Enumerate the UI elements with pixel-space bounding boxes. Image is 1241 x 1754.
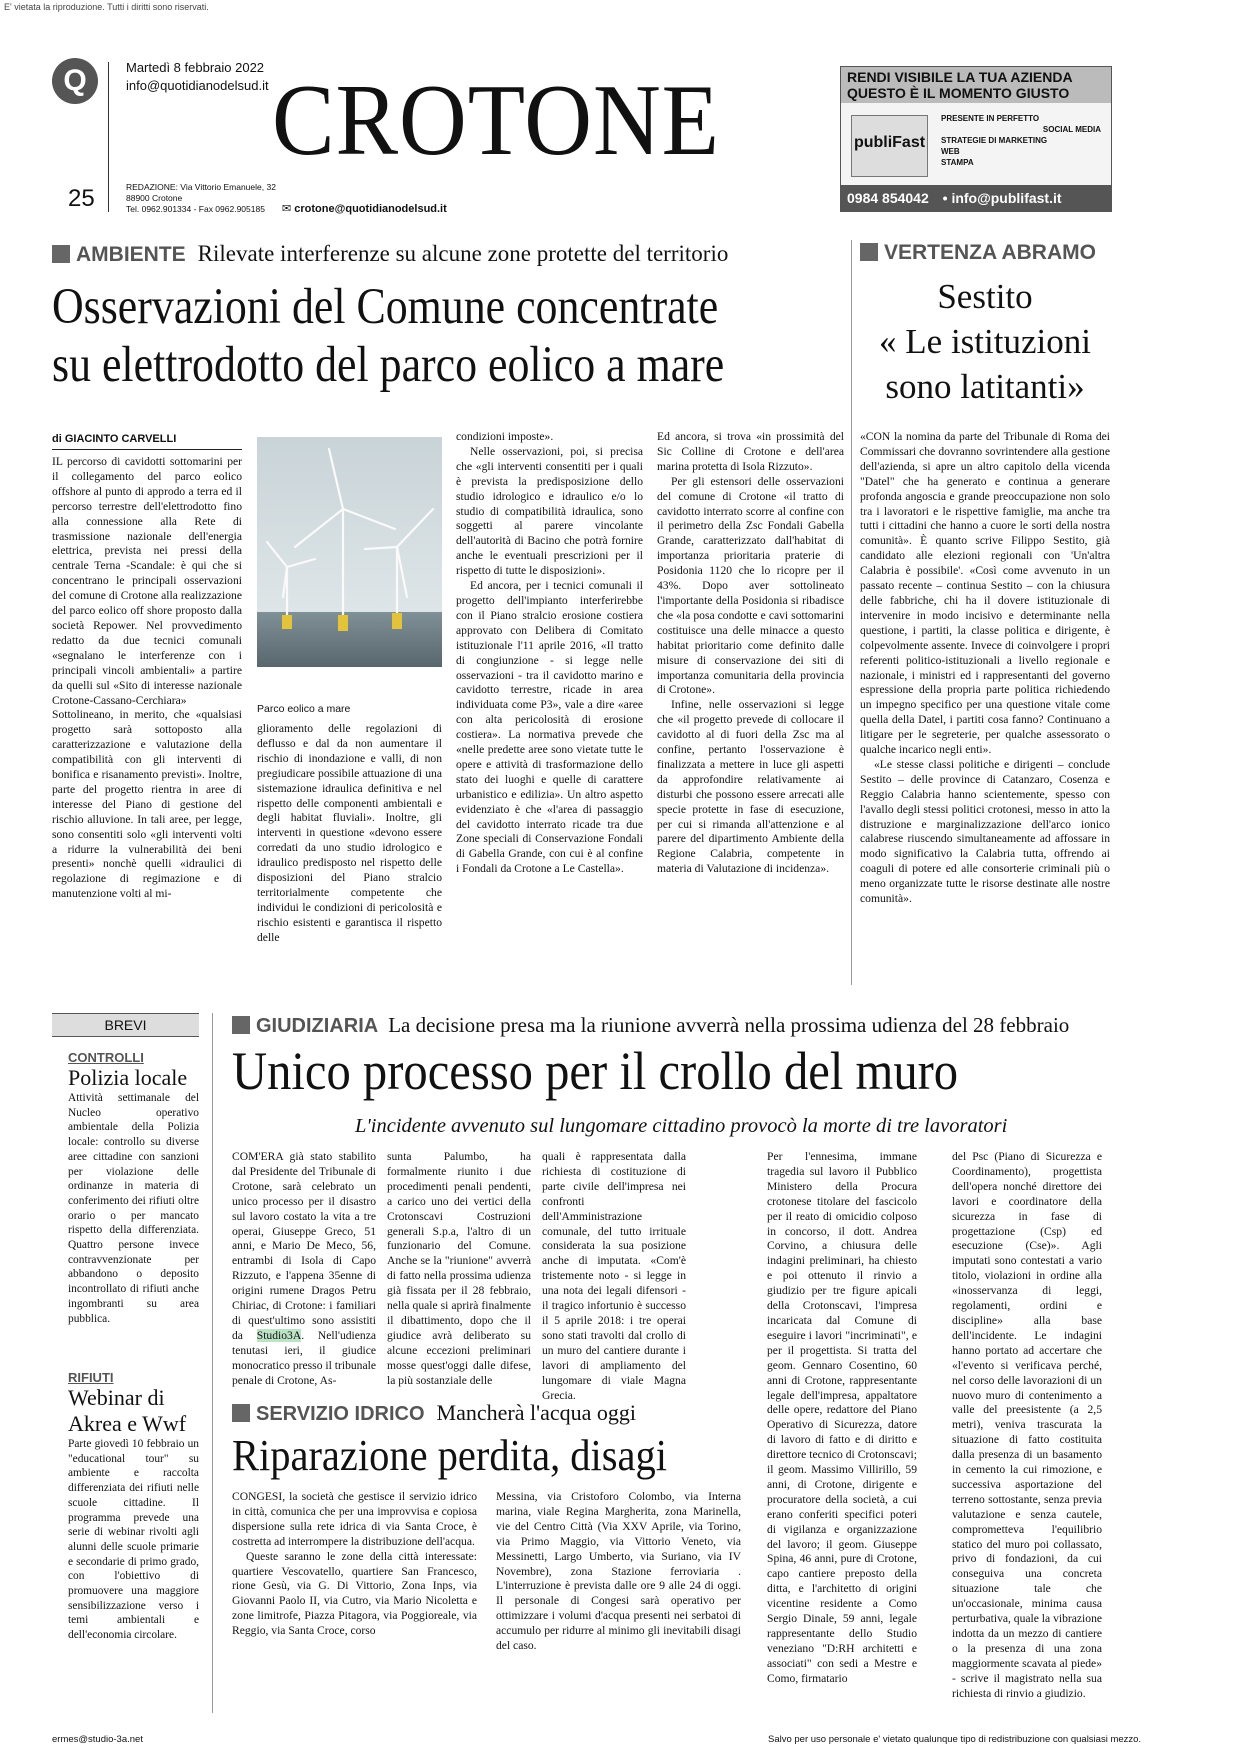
ad-logo (851, 115, 928, 177)
article1-kicker: AMBIENTE (76, 243, 186, 266)
paragraph: «Le stesse classi politiche e dirigenti – conclude Sestito – delle province di Catanzaro, Cosenza e Reggio Calabria hanno scientemente, spesso con l'avallo degli stessi politici crotonesi, messo in atto la distruzione e marginalizzazione dell'arco ionico calabrese riuscendo simultaneamente ad affossare in modo significativo la Calabria tutta, offrendo ai coaguli di potere ed alle consorterie criminali più o meno organizzate tutte le risorse destinate alle nostre comunità». (860, 757, 1110, 906)
ad-brand: publiFast (853, 134, 926, 151)
advertisement[interactable] (840, 66, 1112, 212)
article3-title: Unico processo per il crollo del muro (232, 1041, 959, 1101)
mail-icon: ✉ (282, 203, 295, 215)
paragraph: glioramento delle regolazioni di deflusso e dal da non aumentare il rischio di inondazione e valli, di non pregiudicare possibile attuazione di una sistemazione idraulica definitiva e nel rispetto delle componenti ambientali e degli habitat fluviali». Inoltre, gli interventi in questione «devono essere corredati da uno studio idrologico e idraulico predisposto nel rispetto delle disposizioni del Piano stralcio territorialmente competente che individui le condizioni di pericolosità e rischio esistenti e garantisca il rispetto delle (257, 722, 442, 944)
article4-header (232, 1400, 636, 1426)
article2-title-line: « Le istituzioni (879, 322, 1091, 361)
brevi-kicker: CONTROLLI (68, 1050, 144, 1065)
masthead-divider (108, 62, 109, 212)
article4-occhiello: Mancherà l'acqua oggi (436, 1400, 636, 1425)
brevi-header-label: BREVI (104, 1017, 147, 1033)
article1-header (52, 241, 728, 267)
column-divider (212, 1013, 213, 1713)
column-divider (851, 240, 852, 985)
footer-notice: Salvo per uso personale e' vietato qualunque tipo di redistribuzione con qualsiasi mezzo. (768, 1734, 1142, 1745)
paragraph: Ed ancora, si trova «in prossimità del Sic Colline di Crotone e dell'area marina protetta di Isola Rizzuto». (657, 430, 844, 473)
redazione-city: 88900 Crotone (126, 193, 183, 203)
paragraph: IL percorso di cavidotti sottomarini per il collegamento del parco eolico offshore al punto di approdo a terra ed il percorso terrestre dell'elettrodotto fino alla connessione alla Rete di trasmissione nazionale dell'energia elettrica, prevista nei pressi della centrale Terna -Scandale: è qui che si concentrano le principali osservazioni del comune di Crotone alla realizzazione del parco eolico off shore proposto dalla società Repower. Nel provvedimento redatto da due tecnici comunali «segnalano le interferenze con i principali vincoli ambientali» a partire da quelli sul «Sito di interesse nazionale Crotone-Cassano-Cerchiara» Sottolineano, in merito, che «qualsiasi progetto sarà sottoposto alla caratterizzazione e valutazione della compatibilità con gli interventi di bonifica e risanamento previsti». Inoltre, parte del progetto rientra in aree di interesse del Piano di gestione del rischio alluvione. In tali aree, per legge, sono consentiti solo «gli interventi volti a ridurre la vulnerabilità dei beni presenti» nonchè quelli «idraulici di regolazione di regimazione e di manutenzione volti al mi- (52, 455, 242, 901)
article4-title: Riparazione perdita, disagi (232, 1431, 668, 1480)
paragraph: «CON la nomina da parte del Tribunale di Roma dei Commissari che dovranno sovrintendere alla gestione dell'azienda, si apre un altro capitolo della vicenda "Datel" che ha generato e continua a generare profonda angoscia e grande preoccupazione non solo tra i lavoratori e le rispettive famiglie, ma anche tra tutti i cittadini che hanno a cuore le sorti della nostra comunità». È quanto scrive Filippo Sestito, già candidato alle elezioni regionali con 'Un'altra Calabria è possibile'. «Così come avvenuto in un passato recente – continua Sestito – con la chiusura delle fabbriche, chi ha il dovere istituzionale di intervenire in modo incisivo e determinante nella questione, i partiti, la classe politica e dirigente, è colpevolmente assente. Invece di coinvolgere i propri referenti politico-istituzionali a livello regionale e nazionale, i ministri ed i rappresentanti del governo espressione della propria parte politica richiedendo un impegno specifico per una questione vitale come quella della Datel, i partiti cosa fanno? Continuano a litigare per le segreterie, per qualche assessorato o qualche incarico negli enti». (860, 430, 1110, 757)
footer-email[interactable]: ermes@studio-3a.net (52, 1734, 143, 1745)
article3-header (232, 1013, 1069, 1038)
article2-header (860, 241, 1096, 265)
redazione-phone: Tel. 0962.901334 - Fax 0962.905185 (126, 204, 265, 214)
wind-farm-photo (257, 437, 442, 703)
ad-word: PRESENTE IN PERFETTO (941, 114, 1040, 123)
article2-kicker: VERTENZA ABRAMO (884, 241, 1096, 264)
article3-subtitle: L'incidente avvenuto sul lungomare cittadino provocò la morte di tre lavoratori (355, 1115, 1008, 1137)
paragraph: sunta Palumbo, ha formalmente riunito i due procedimenti penali pendenti, a carico uno dei vertici della Crotonscavi Costruzioni generali S.p.a, l'altro di un funzionario del Comune. Anche se la "riunione" avverrà di fatto nella prossima udienza già fissata per il 28 febbraio, nella quale si aprirà finalmente il dibattimento, dopo che il giudice avrà deliberato su alcune eccezioni preliminari mosse quest'oggi dalle difese, la più sostanziale delle (387, 1150, 531, 1387)
paragraph: CONGESI, la società che gestisce il servizio idrico in città, comunica che per una improvvisa e copiosa dispersione sulla rete idrica di via Santa Croce, è costretta ad interrompere la distribuzione dell'acqua. (232, 1490, 477, 1548)
article4-col1 (232, 1490, 477, 1715)
article1-col4 (657, 430, 844, 985)
text-run: COM'ERA già stato stabilito dal Presidente del Tribunale di Crotone, sarà celebrato un unico processo per il disastro sul lavoro costato la vita a tre operai, Giuseppe Greco, 51 anni, e Mario De Meco, 56, entrambi di Isola di Capo Rizzuto, e l'appena 35enne di origini rumene Dragos Petru Chiriac, di Crotone: i familiari di quest'ultimo sono assistiti da (232, 1150, 376, 1342)
article1-title-line: Osservazioni del Comune concentrate (52, 279, 719, 335)
article1-col3 (456, 430, 643, 985)
paragraph: Per l'ennesima, immane tragedia sul lavoro il Pubblico Ministero della Procura crotonese titolare del fascicolo per il reato di omicidio colposo in concorso, il dott. Andrea Corvino, a chiusura delle indagini preliminari, ha chiesto e poi ottenuto il rinvio a giudizio per tre figure apicali della Crotonscavi, l'impresa incaricata dal Comune di eseguire i lavori "incriminati", e per il progettista. Si tratta del geom. Gennaro Cosentino, 60 anni di Crotone, rappresentante legale dell'impresa, appaltatore delle opere, redattore del Piano Operativo di Sicurezza, datore di lavoro di fatto e di diritto e direttore tecnico di Crotonscavi; il geom. Massimo Villirillo, 59 anni, di Crotone, dirigente e procuratore della società, a cui erano conferiti specifici poteri di vigilanza e organizzazione del lavoro; il geom. Giuseppe Spina, 46 anni, pure di Crotone, capo cantiere preposto della ditta, e l'architetto di origini vicentine residente a Como Sergio Dinale, 59 anni, legale rappresentante dello Studio veneziano "D:RH architetti e associati" con sedi a Mestre e Como, firmatario (767, 1150, 917, 1685)
article3-col5 (952, 1150, 1102, 1715)
photo-caption: Parco eolico a mare (257, 703, 351, 715)
kicker-square-icon (232, 1404, 250, 1422)
brevi-title: Webinar di (68, 1385, 165, 1410)
paragraph: Queste saranno le zone della città interessate: quartiere Vescovatello, quartiere San Francesco, rione Gesù, via G. Di Vittorio, Zona Inps, via Giovanni Paolo II, via Cutro, via Mario Nicoletta e zone limitrofe, Piazza Pitagora, via Poggioreale, via Reggio, via Santa Croce, corso (232, 1549, 477, 1638)
crotone-email[interactable] (282, 202, 447, 215)
kicker-square-icon (232, 1016, 250, 1034)
page-number: 25 (68, 185, 95, 212)
paragraph: condizioni imposte». (456, 430, 554, 443)
ad-email: info@publifast.it (951, 190, 1062, 206)
article1-occhiello: Rilevate interferenze su alcune zone protette del territorio (197, 241, 729, 266)
ad-line-1: RENDI VISIBILE LA TUA AZIENDA (847, 69, 1073, 85)
article1-col2 (257, 722, 442, 985)
article2-body (860, 430, 1110, 985)
kicker-square-icon (860, 243, 878, 261)
brevi-body (68, 1091, 199, 1326)
byline-rule (52, 449, 242, 450)
article1-title (52, 278, 724, 394)
copyright-notice: E' vietata la riproduzione. Tutti i diritti sono riservati. (4, 2, 209, 12)
article3-occhiello: La decisione presa ma la riunione avverrà nella prossima udienza del 28 febbraio (388, 1013, 1070, 1037)
article3-col4 (767, 1150, 917, 1715)
article3-col2 (387, 1150, 531, 1385)
issue-date: Martedì 8 febbraio 2022 (126, 60, 265, 75)
ad-word: STAMPA (941, 158, 974, 167)
brevi-item-1 (68, 1050, 199, 1326)
redazione-address: REDAZIONE: Via Vittorio Emanuele, 32 (126, 182, 276, 192)
ad-word: SOCIAL MEDIA (1042, 125, 1101, 134)
brevi-kicker: RIFIUTI (68, 1370, 114, 1385)
paragraph: Messina, via Cristoforo Colombo, via Interna marina, viale Regina Margherita, zona Marinella, vie del Centro Città (Via XXV Aprile, via Torino, via Primo Maggio, via Vittorio Veneto, via Messinetti, Largo Umberto, via Suriano, via IV Novembre), zona Stazione ferroviaria . L'interruzione è prevista dalle ore 9 alle 24 di oggi. Il personale di Congesi sarà operativo per ottimizzare i volumi d'acqua presenti nei serbatoi di accumulo per ridurre al minimo gli inevitabili disagi del caso. (496, 1490, 741, 1653)
article1-byline: di GIACINTO CARVELLI (52, 433, 177, 445)
paragraph: Attività settimanale del Nucleo operativo ambientale della Polizia locale: controllo su diverse aree cittadine con sanzioni per violazione delle ordinanze in materia di conferimento dei rifiuti oltre orario o per mancato rispetto della differenziata. Quattro persone invece contravvenzionate per abbandono o deposito incontrollato di rifiuti anche ingombranti su area pubblica. (68, 1092, 199, 1325)
article2-title (860, 274, 1110, 409)
brevi-item-2 (68, 1370, 199, 1643)
article4-col2 (496, 1490, 741, 1715)
article1-title-line: su elettrodotto del parco eolico a mare (52, 337, 725, 393)
ad-phone: 0984 854042 (847, 190, 929, 206)
article4-kicker: SERVIZIO IDRICO (256, 1403, 425, 1425)
article2-title-line: Sestito (937, 277, 1033, 316)
crotone-email-text: crotone@quotidianodelsud.it (294, 203, 447, 215)
ad-word: WEB (941, 147, 960, 156)
article1-col1 (52, 455, 242, 985)
paragraph: quali è rappresentata dalla richiesta di costituzione di parte civile dell'impresa nei confronti dell'Amministrazione comunale, del tutto irrituale considerata la sua posizione anche di imputata. «Com'è tristemente noto - si legge in una nota dei legali difensori - il tragico infortunio è successo il 5 aprile 2018: i tre operai sono stati travolti dal crollo di un muro del cantiere durante i lavori di ampliamento del lungomare di viale Magna Grecia. (542, 1150, 686, 1402)
paragraph: del Psc (Piano di Sicurezza e Coordinamento), progettista dell'opera nonché direttore dei lavori e coordinatore della sicurezza in fase di progettazione (Csp) ed esecuzione (Cse)». Agli imputati sono contestati a vario titolo, violazioni in ordine alla «inosservanza di leggi, regolamenti, ordini e discipline» alla base dell'incidente. Le indagini hanno portato ad accertare che «l'evento si verificava perché, nel corso delle lavorazioni di un nuovo muro di contenimento a valle del preesistente (a 2,5 metri), veniva trascurata la situazione di fatto costituita dalla presenza di un basamento in cemento la cui rimozione, e successiva asportazione del terreno sottostante, senza previa valutazione e senza cautele, comprometteva l'equilibrio statico del muro poi collassato, privo di fondazioni, da cui conseguiva una concreta situazione tale che un'occasionale, minima causa perturbativa, quale la vibrazione indotta da un mezzo di cantiere o la presenza di una zona maggiormente scavata al piede» - scrive il magistrato nella sua richiesta di rinvio a giudizio. (952, 1150, 1103, 1700)
ad-words (941, 113, 1101, 168)
paragraph (232, 1150, 376, 1389)
paragraph: Ed ancora, per i tecnici comunali il progetto dell'impianto interferirebbe con il Piano stralcio erosione costiera approvato con Delibera di Comitato istituzionale l'11 aprile 2016, «Il tratto di congiunzione - si legge nelle osservazioni - tra il cavidotto marino e cavidotto terrestre, ricade in area individuata come P3», vale a dire «aree con alta pericolosità di erosione costiera». La normativa prevede che «nelle predette aree sono vietate tutte le opere e attività di trasformazione dello stato dei luoghi e quelle di carattere urbanistico e edilizia». Un altro aspetto evidenziato è che «l'area di passaggio del cavidotto interrato ricade tra due Zone speciali di Conservazione Fondali di Gabella Grande, con cui è al confine i Fondali da Crotone a Le Castella». (456, 579, 643, 876)
ad-line-2: QUESTO È IL MOMENTO GIUSTO (847, 85, 1070, 101)
section-title: CROTONE (272, 64, 720, 177)
paragraph: Per gli estensori delle osservazioni del comune di Crotone «il tratto di cavidotto interrato scorre al confine con il perimetro della Zsc Fondali Gabella Grande, caratterizzato dall'habitat di importanza prioritaria praterie di Posidonia 1120 che lo ricopre per il 43%. Dopo aver sottolineato l'importante della Posidonia si ribadisce che «la posa condotte e cavi sottomarini costituisce una delle minacce a questo habitat prioritario come definito dalle misure di conservazione dei siti di importanza comunitaria della provincia di Crotone». (657, 474, 844, 697)
brevi-title: Akrea e Wwf (68, 1411, 187, 1436)
brevi-title: Polizia locale (68, 1065, 188, 1090)
logo-icon (52, 58, 98, 104)
article3-kicker: GIUDIZIARIA (256, 1015, 379, 1037)
article2-title-line: sono latitanti» (885, 367, 1085, 406)
header-email[interactable]: info@quotidianodelsud.it (126, 78, 269, 93)
text-run: . Nell'udienza tenutasi ieri, il giudice monocratico presso il tribunale penale di Crotone, As- (232, 1328, 376, 1387)
ad-word: STRATEGIE DI MARKETING (941, 136, 1048, 145)
article3-col1 (232, 1150, 376, 1385)
highlighted-name: Studio3A (256, 1328, 302, 1342)
brevi-body (68, 1437, 199, 1643)
brevi-header (52, 1013, 199, 1037)
paragraph: Nelle osservazioni, poi, si precisa che «gli interventi consentiti per i quali è prevista la predisposizione dello studio idrologico e idraulico e/o lo studio di compatibilità idraulica, sono soggetti al parere vincolante dell'autorità di Bacino che potrà fornire anche le eventuali prescrizioni per il rispetto di tutte le disposizioni». (456, 444, 643, 578)
paragraph: Parte giovedì 10 febbraio un "educational tour" su ambiente e raccolta differenziata dei rifiuti nelle scuole cittadine. Il programma prevede una serie di webinar rivolti agli alunni delle scuole primarie e secondarie di primo grado, con l'obiettivo di promuovere una maggiore sensibilizzazione verso i temi ambientali e dell'economia circolare. (68, 1438, 199, 1642)
logo-letter: Q (63, 64, 87, 97)
kicker-square-icon (52, 245, 70, 263)
paragraph: Infine, nelle osservazioni si legge che «il progetto prevede di collocare il cavidotto al di fuori della Zsc ma al confine, pertanto l'osservazione è finalizzata a mettere in luce gli aspetti da approfondire relativamente ai disturbi che possono essere arrecati alle specie protette in fase di esecuzione, per cui si rimanda all'attenzione e al parere del dipartimento Ambiente della Regione Calabria, competente in materia di Valutazione di incidenza». (657, 698, 844, 876)
ad-dot-icon: • (942, 190, 948, 206)
article3-col3 (542, 1150, 686, 1402)
